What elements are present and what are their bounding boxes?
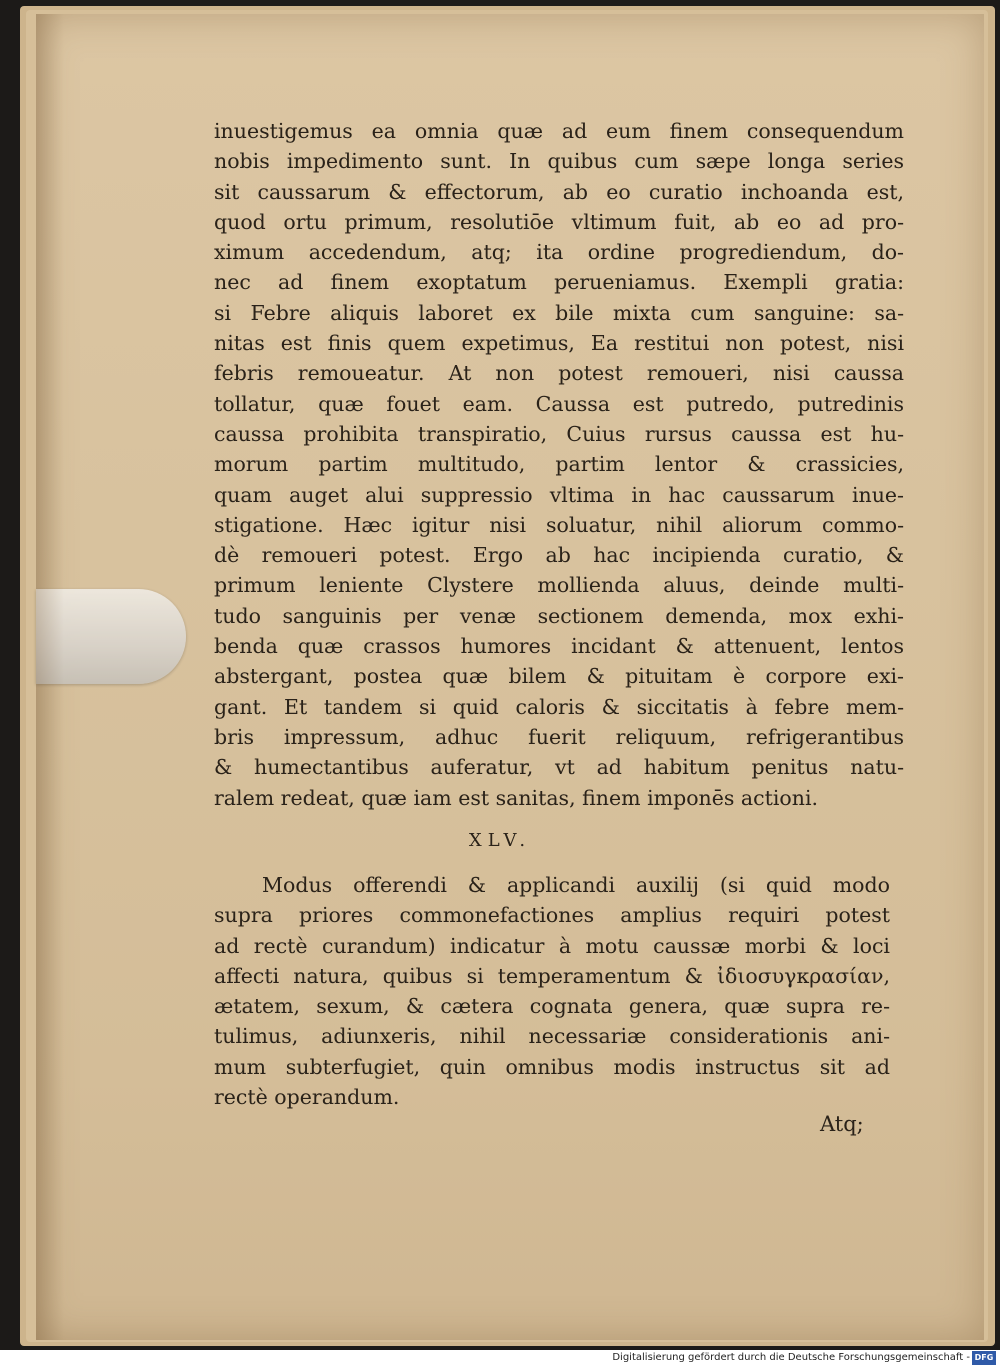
text-line: nitas est finis quem expetimus, Ea restitui non potest, nisi: [214, 331, 904, 356]
funding-credit: Digitalisierung gefördert durch die Deutsche Forschungsgemeinschaft -: [612, 1352, 970, 1363]
text-line: inuestigemus ea omnia quæ ad eum finem consequendum: [214, 119, 904, 143]
text-line: ætatem, sexum, & cætera cognata genera, quæ supra re-: [214, 994, 890, 1019]
text-line: nec ad finem exoptatum perueniamus. Exempli gratia:: [214, 270, 904, 295]
catchword: Atq;: [820, 1112, 864, 1136]
text-line: ad rectè curandum) indicatur à motu caussæ morbi & loci: [214, 933, 890, 958]
text-line: benda quæ crassos humores incidant & attenuent, lentos: [214, 634, 904, 659]
text-line: tulimus, adiunxeris, nihil necessariæ considerationis ani-: [214, 1024, 890, 1049]
section-heading: XLV.: [468, 830, 532, 851]
text-line: mum subterfugiet, quin omnibus modis instructus sit ad: [214, 1054, 890, 1079]
text-line: caussa prohibita transpiratio, Cuius rursus caussa est hu-: [214, 421, 904, 446]
second-text-passage: [214, 870, 890, 1112]
text-line: nobis impedimento sunt. In quibus cum sæpe longa series: [214, 149, 904, 174]
text-line: supra priores commonefactiones amplius requiri potest: [214, 903, 890, 928]
text-line: febris remoueatur. At non potest remoueri, nisi caussa: [214, 361, 904, 386]
text-line: ralem redeat, quæ iam est sanitas, finem imponēs actioni.: [214, 785, 819, 810]
text-line: dè remoueri potest. Ergo ab hac incipienda curatio, &: [214, 543, 904, 568]
text-line: primum leniente Clystere mollienda aluus, deinde multi-: [214, 573, 904, 598]
text-line: morum partim multitudo, partim lentor & crassicies,: [214, 452, 904, 477]
text-line: stigatione. Hæc igitur nisi soluatur, nihil aliorum commo-: [214, 512, 904, 537]
text-line: ximum accedendum, atq; ita ordine progrediendum, do-: [214, 240, 904, 265]
text-line: si Febre aliquis laboret ex bile mixta cum sanguine: sa-: [214, 300, 904, 325]
text-line: quod ortu primum, resolutiōe vltimum fuit, ab eo ad pro-: [214, 209, 904, 234]
dfg-logo: DFG: [972, 1351, 996, 1365]
bookmark-clip: [36, 589, 186, 684]
text-line: sit caussarum & effectorum, ab eo curatio inchoanda est,: [214, 179, 904, 204]
text-line: tudo sanguinis per venæ sectionem demenda, mox exhi-: [214, 603, 904, 628]
text-line: affecti natura, quibus si temperamentum & ἰδιοσυγκρασίαν,: [214, 963, 890, 988]
text-line: gant. Et tandem si quid caloris & siccitatis à febre mem-: [214, 694, 904, 719]
text-line: & humectantibus auferatur, vt ad habitum penitus natu-: [214, 755, 904, 780]
main-text-passage: [214, 116, 904, 813]
text-line: quam auget alui suppressio vltima in hac caussarum inue-: [214, 482, 904, 507]
text-line: abstergant, postea quæ bilem & pituitam è corpore exi-: [214, 664, 904, 689]
text-line: rectè operandum.: [214, 1085, 400, 1110]
text-line: Modus offerendi & applicandi auxilij (si quid modo: [262, 873, 890, 897]
text-line: tollatur, quæ fouet eam. Caussa est putredo, putredinis: [214, 391, 904, 416]
text-line: bris impressum, adhuc fuerit reliquum, refrigerantibus: [214, 724, 904, 749]
